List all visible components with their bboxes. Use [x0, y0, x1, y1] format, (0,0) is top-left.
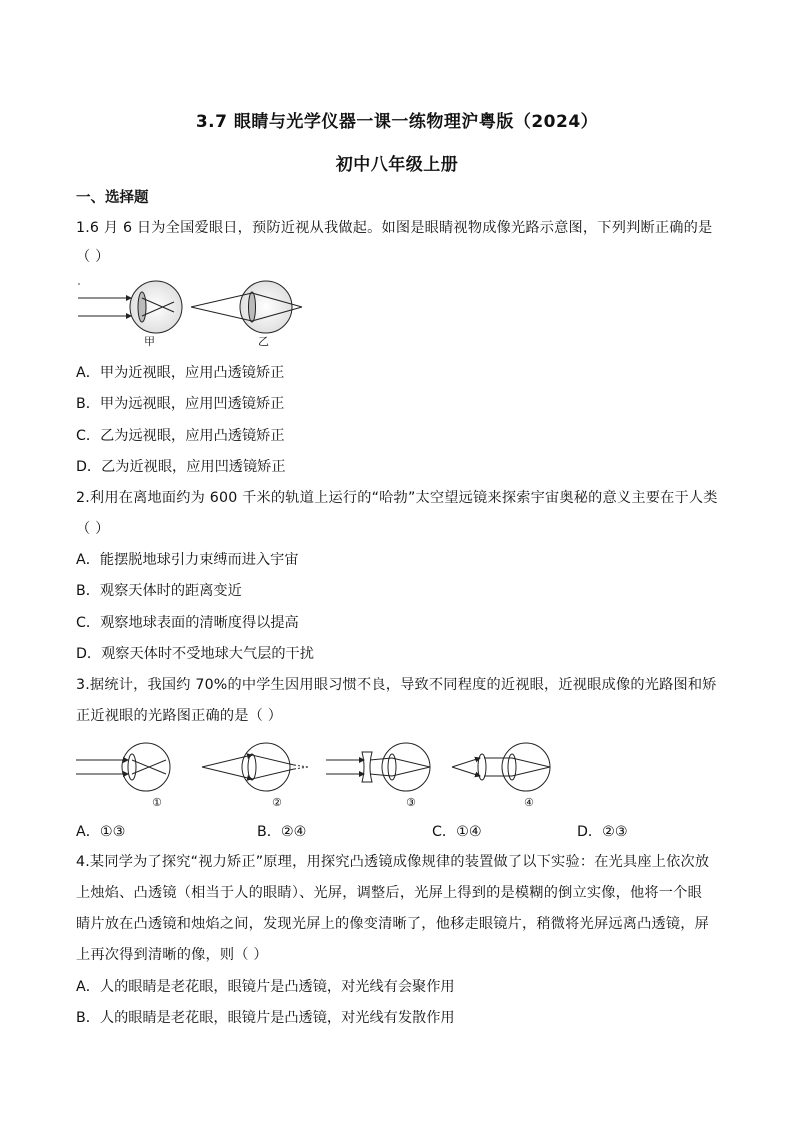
q2-option-d[interactable]: D．观察天体时不受地球大气层的干扰: [76, 646, 314, 662]
q3-option-c[interactable]: C．①④: [432, 824, 482, 840]
q1-option-b[interactable]: B．甲为远视眼，应用凹透镜矫正: [76, 396, 285, 412]
q3-option-b[interactable]: B．②④: [257, 824, 307, 840]
q1-stem-line-2: （ ）: [76, 249, 110, 265]
document-title: 3.7 眼睛与光学仪器一课一练物理沪粤版（2024）: [195, 112, 599, 132]
q3-stem-line-2: 正近视眼的光路图正确的是（ ）: [76, 708, 283, 724]
q4-option-a[interactable]: A．人的眼睛是老花眼，眼镜片是凸透镜，对光线有会聚作用: [76, 979, 455, 995]
q4-stem-line-2: 上烛焰、凸透镜（相当于人的眼睛）、光屏，调整后，光屏上得到的是模糊的倒立实像，他将一个眼: [76, 885, 702, 901]
q2-option-a[interactable]: A．能摆脱地球引力束缚而进入宇宙: [76, 552, 299, 568]
q3-fig-label-1: ①: [152, 796, 162, 809]
document-subtitle: 初中八年级上册: [335, 155, 459, 175]
q3-fig-label-4: ④: [524, 796, 534, 809]
q3-fig-label-3: ③: [406, 796, 416, 809]
q3-stem-line-1: 3.据统计，我国约 70%的中学生因用眼习惯不良，导致不同程度的近视眼，近视眼成像的光路图和矫: [76, 677, 717, 693]
q1-eye-diagram: [76, 280, 316, 348]
q3-option-d[interactable]: D．②③: [577, 824, 628, 840]
q1-option-a[interactable]: A．甲为近视眼，应用凸透镜矫正: [76, 365, 285, 381]
q3-option-a[interactable]: A．①③: [76, 824, 126, 840]
q1-fig-label-jia: 甲: [144, 335, 155, 348]
q4-stem-line-3: 睛片放在凸透镜和烛焰之间，发现光屏上的像变清晰了，他移走眼镜片，稍微将光屏远离凸透镜，屏: [76, 916, 710, 932]
section-heading: 一、选择题: [76, 190, 149, 206]
q1-stem-line-1: 1.6 月 6 日为全国爱眼日，预防近视从我做起。如图是眼睛视物成像光路示意图，下列判断正确的是: [76, 220, 713, 236]
q4-stem-line-4: 上再次得到清晰的像，则（ ）: [76, 947, 268, 963]
q2-stem-line-2: （ ）: [76, 521, 110, 537]
q3-optics-diagrams: [76, 740, 556, 812]
q1-option-c[interactable]: C．乙为远视眼，应用凸透镜矫正: [76, 428, 285, 444]
q4-option-b[interactable]: B．人的眼睛是老花眼，眼镜片是凸透镜，对光线有发散作用: [76, 1010, 455, 1026]
q2-option-c[interactable]: C．观察地球表面的清晰度得以提高: [76, 615, 299, 631]
q2-stem-line-1: 2.利用在离地面约为 600 千米的轨道上运行的“哈勃”太空望远镜来探索宇宙奥秘的意义主要在于人类: [76, 490, 718, 506]
q2-option-b[interactable]: B．观察天体时的距离变近: [76, 583, 242, 599]
q3-fig-label-2: ②: [272, 796, 282, 809]
q4-stem-line-1: 4.某同学为了探究“视力矫正”原理，用探究凸透镜成像规律的装置做了以下实验：在光具座上依次放: [76, 854, 710, 870]
q1-option-d[interactable]: D．乙为近视眼，应用凹透镜矫正: [76, 459, 286, 475]
q1-fig-label-yi: 乙: [258, 335, 269, 348]
